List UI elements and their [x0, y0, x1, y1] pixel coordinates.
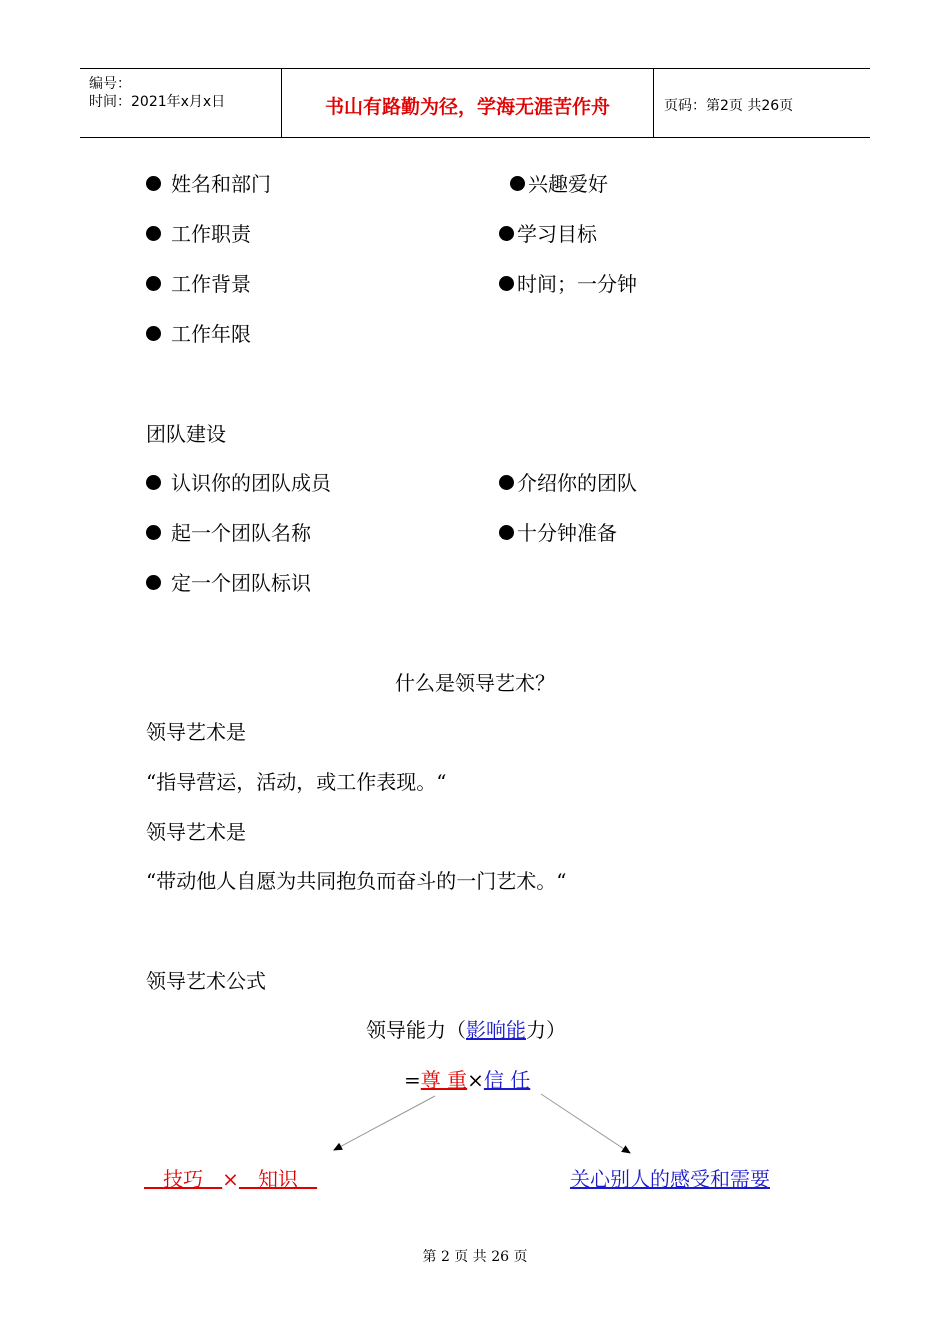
leadership-title: 什么是领导艺术？	[395, 671, 555, 695]
knowledge-link[interactable]: 知识	[258, 1167, 298, 1191]
intro-item: 时间；一分钟	[499, 271, 637, 297]
team-item: 介绍你的团队	[499, 470, 637, 496]
number-label: 编号：	[89, 76, 131, 92]
team-item: 定一个团队标识	[146, 570, 311, 596]
header-page-info: 页码：第2页 共26页	[664, 98, 794, 114]
team-item: 起一个团队名称	[146, 520, 311, 546]
arrow-left	[334, 1096, 435, 1150]
trust-link[interactable]: 信 任	[483, 1068, 531, 1092]
intro-item: 工作年限	[146, 321, 251, 347]
intro-item: 工作职责	[146, 221, 251, 247]
formula-line-1: 领导能力（影响能力）	[366, 1018, 566, 1042]
page-footer: 第 2 页 共 26 页	[422, 1249, 528, 1265]
formula-heading: 领导艺术公式	[146, 969, 266, 993]
definition-text: “带动他人自愿为共同抱负而奋斗的一门艺术。“	[146, 869, 567, 893]
influence-link[interactable]: 影响能	[466, 1018, 526, 1042]
respect-link[interactable]: 尊 重	[420, 1068, 468, 1092]
header-motto: 书山有路勤为径，学海无涯苦作舟	[282, 69, 654, 137]
definition-label: 领导艺术是	[146, 720, 246, 744]
skill-link[interactable]: 技巧	[163, 1167, 204, 1191]
formula-line-2: =尊 重×信 任	[404, 1068, 531, 1092]
team-item: 认识你的团队成员	[146, 470, 331, 496]
intro-item: 兴趣爱好	[510, 171, 608, 197]
team-heading: 团队建设	[146, 422, 226, 446]
intro-item: 姓名和部门	[146, 171, 271, 197]
formula-line-3: 技巧 × 知识	[144, 1166, 317, 1192]
definition-label: 领导艺术是	[146, 820, 246, 844]
care-link[interactable]: 关心别人的感受和需要	[570, 1167, 770, 1191]
intro-item: 工作背景	[146, 271, 251, 297]
date-label: 时间：2021年x月x日	[89, 94, 226, 110]
arrow-right	[541, 1094, 630, 1153]
intro-item: 学习目标	[499, 221, 597, 247]
team-item: 十分钟准备	[499, 520, 617, 546]
definition-text: “指导营运，活动，或工作表现。“	[146, 770, 447, 794]
